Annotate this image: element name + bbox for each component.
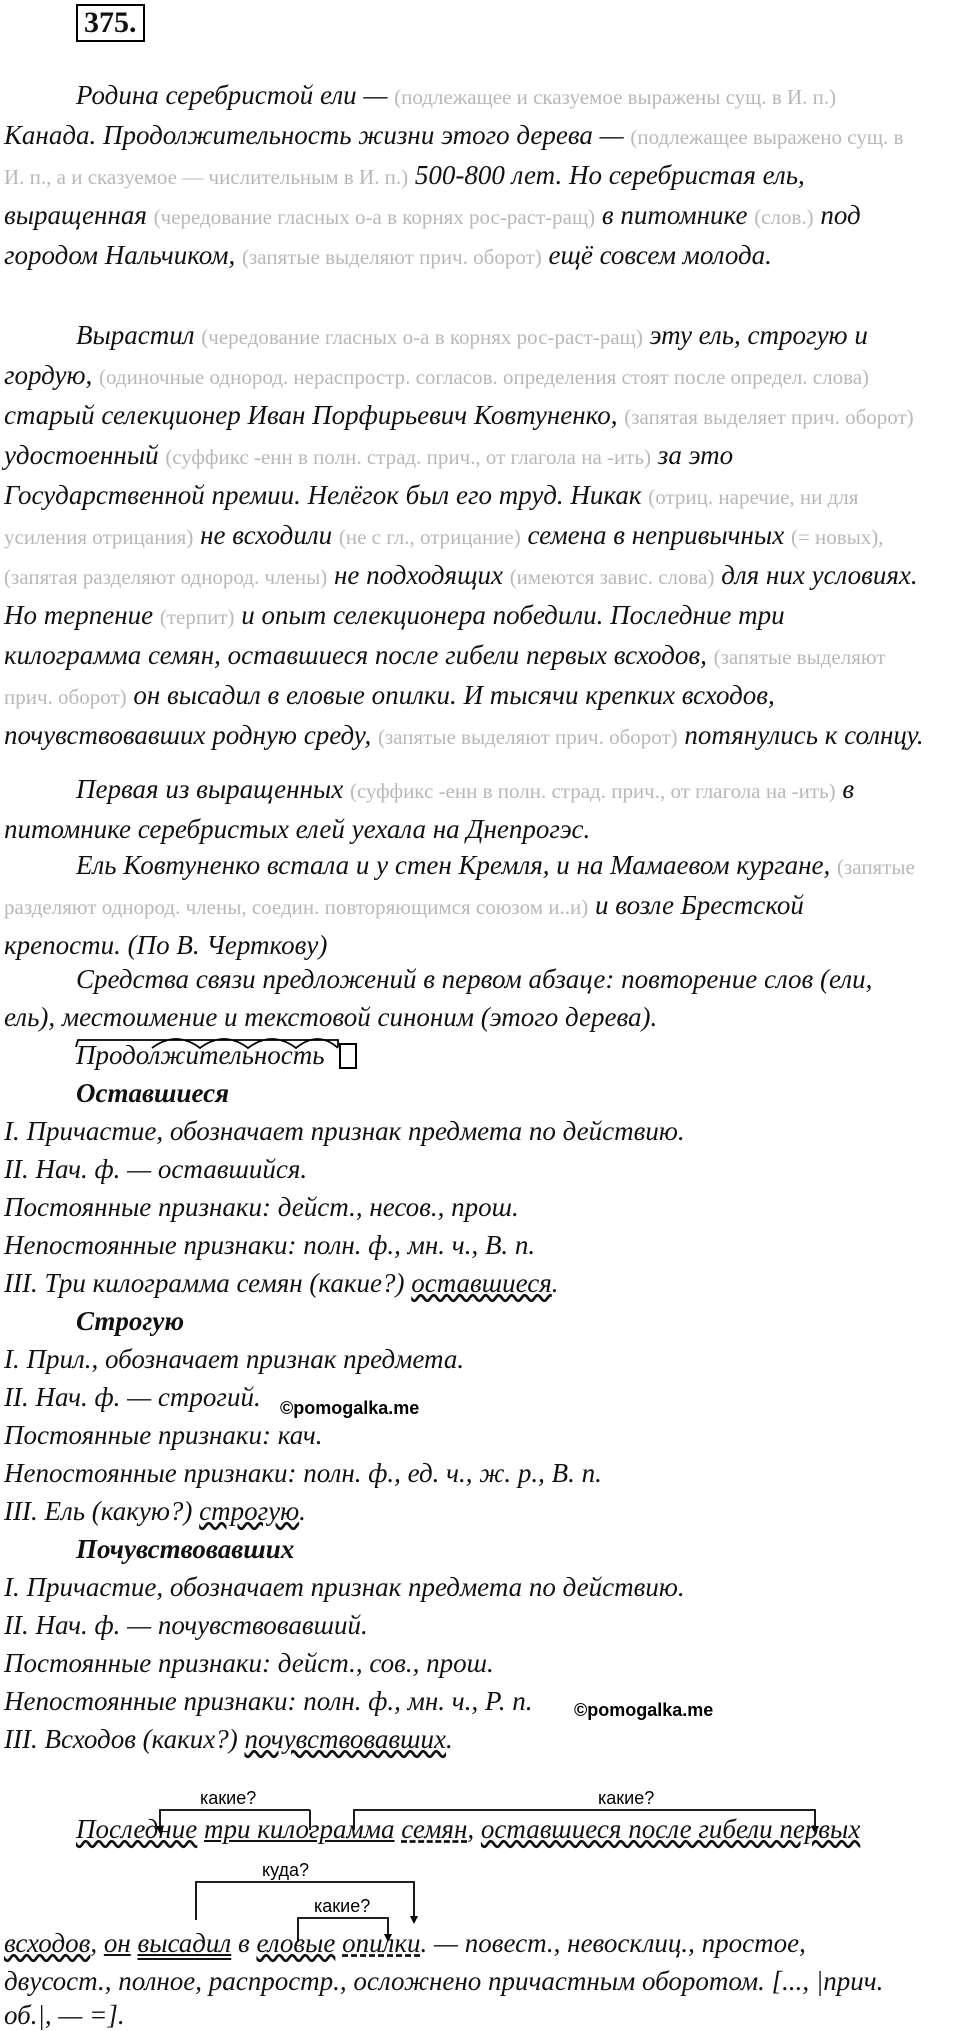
arrow-3 [196,1882,414,1920]
analysis-3-line-3: Постоянные признаки: дейст., сов., прош. [4,1648,494,1678]
p2-comment-2: (одиночные однород. нераспростр. согласов. определения стоят после определ. слова) [99,365,870,389]
p2-comment-3: (запятая выделяет прич. оборот) [624,405,914,429]
p2-text-b: эту ель, строгую и гордую, [4,320,868,390]
p2-text-f: за это Государственной премии. Нелёгок был его труд. Никак [4,440,734,510]
analysis-1-line-5: III. Три килограмма семян (какие?) оставшиеся. [4,1268,559,1298]
parse-predicate: высадил [137,1928,232,1958]
exercise-number: 375. [76,4,145,42]
p1-comment-5: (запятые выделяют прич. оборот) [242,245,542,269]
p1-comment-3: (чередование гласных о-а в корнях рос-раст-ращ) [153,205,596,229]
p1-text-b: Канада. Продолжительность жизни этого дерева — [4,120,624,150]
analysis-head-3: Почувствовавших [76,1534,295,1564]
parse-line-3: двусост., полное, распростр., осложнено причастным оборотом. [..., |прич. [4,1966,884,1996]
parse-word-6: всходов [4,1928,91,1958]
p1-text-d: 500-800 лет. Но серебристая ель, выращенная [4,160,805,230]
p2-text-m: потянулись к солнцу. [684,720,924,750]
p2-comment-9: (имеются завис. слова) [509,565,715,589]
analysis-2-line-2: II. Нач. ф. — строгий. [4,1382,261,1412]
analysis-2-line-5: III. Ель (какую?) строгую. [4,1496,306,1526]
p2-comment-5: (отриц. наречие, ни для усиления отрицания) [4,485,859,549]
p4-text-b: и возле Брестской крепости. (По В. Черткову) [4,890,804,960]
question-label-1: какие? [200,1788,257,1808]
analysis-2-line-1: I. Прил., обозначает признак предмета. [4,1344,465,1374]
parse-line-2: всходов, он высадил в еловые опилки. — повест., невосклиц., простое, [4,1928,806,1958]
p2-comment-12: (запятые выделяют прич. оборот) [377,725,678,749]
p2-comment-6: (не с гл., отрицание) [338,525,521,549]
p3-comment-1: (суффикс -енн в полн. страд. прич., от глагола на -ить) [349,779,836,803]
paragraph-5: Средства связи предложений в первом абзаце: повторение слов (ели, ель), местоимение и текстовой синоним (этого дерева). [4,964,873,1032]
p2-text-l: он высадил в еловые опилки. И тысячи крепких всходов, почувствовавших родную среду, [4,680,775,750]
analysis-head-2: Строгую [76,1306,185,1336]
p2-text-h: семена в непривычных [527,520,785,550]
parse-subject: он [103,1928,131,1958]
analysis-3-line-4: Непостоянные признаки: полн. ф., мн. ч., Р. п. [4,1686,533,1716]
p2-comment-8: (запятая разделяют однород. члены) [4,565,328,589]
analysis-3-line-2: II. Нач. ф. — почувствовавший. [4,1610,368,1640]
analysis-1-line-2: II. Нач. ф. — оставшийся. [4,1154,308,1184]
parse-word-3: семян [401,1814,468,1844]
wavy-word: оставшиеся [411,1268,552,1298]
wavy-word: почувствовавших [244,1724,446,1754]
p2-text-e: удостоенный [4,440,159,470]
analysis-3-line-5: III. Всходов (каких?) почувствовавших. [4,1724,453,1754]
analysis-1-line-1: I. Причастие, обозначает признак предмета по действию. [4,1116,685,1146]
analysis-1-line-3: Постоянные признаки: дейст., несов., прош. [4,1192,519,1222]
p2-comment-10: (терпит) [159,605,235,629]
p3-text-a: Первая из выращенных [76,774,344,804]
p2-text-d: старый селекционер Иван Порфирьевич Ковтуненко, [4,400,618,430]
wavy-word: строгую [199,1496,300,1526]
morpheme-word-text: Продолжительность [76,1040,325,1070]
p4-comment-1: (запятые разделяют однород. члены, соедин. повторяющимся союзом и..и) [4,855,915,919]
p4-text-a: Ель Ковтуненко встала и у стен Кремля, и на Мамаевом кургане, [76,850,831,880]
parse-word-5: оставшиеся после гибели первых [480,1814,861,1844]
p3-text-b: в питомнике серебристых елей уехала на Днепрогэс. [4,774,855,844]
p2-text-a: Вырастил [76,320,195,350]
p1-text-e: в питомнике [601,200,748,230]
parse-object: опилки [342,1928,421,1958]
parse-attribute: еловые [256,1928,336,1958]
parse-word-2: три килограмма [204,1814,395,1844]
p2-comment-11: (запятые выделяют прич. оборот) [4,645,886,709]
parse-line-1: Последние три килограмма семян, оставшиеся после гибели первых [76,1814,861,1844]
analysis-3-line-1: I. Причастие, обозначает признак предмета по действию. [4,1572,685,1602]
p1-text-g: ещё совсем молода. [548,240,772,270]
watermark-1: ©pomogalka.me [280,1398,420,1418]
p2-text-g: не всходили [200,520,333,550]
p2-text-k: и опыт селекционера победили. Последние три килограмма семян, оставшиеся после гибели первых всходов, [4,600,785,670]
p2-text-i: не подходящих [333,560,503,590]
p2-comment-4: (суффикс -енн в полн. страд. прич., от глагола на -ить) [165,445,652,469]
analysis-2-line-3: Постоянные признаки: кач. [4,1420,323,1450]
parse-line-4: об.|, — =]. [4,2000,125,2030]
question-label-2: какие? [598,1788,655,1808]
analysis-head-1: Оставшиеся [76,1078,230,1108]
p2-text-j: для них условиях. Но терпение [4,560,918,630]
p2-comment-7: (= новых), [790,525,884,549]
question-label-4: какие? [314,1896,371,1916]
p1-comment-4: (слов.) [754,205,814,229]
p1-text-a: Родина серебристой ели — [76,80,388,110]
p1-comment-1: (подлежащее и сказуемое выражены сущ. в И. п.) [394,85,837,109]
analysis-2-line-4: Непостоянные признаки: полн. ф., ед. ч., ж. р., В. п. [4,1458,602,1488]
arrow-3-head [410,1916,418,1924]
question-label-3: куда? [262,1860,310,1880]
p2-comment-1: (чередование гласных о-а в корнях рос-раст-ращ) [201,325,643,349]
parse-word-1: Последние [76,1814,198,1844]
p1-text-f: под городом Нальчиком, [4,200,861,270]
analysis-1-line-4: Непостоянные признаки: полн. ф., мн. ч., В. п. [4,1230,536,1260]
p1-comment-2: (подлежащее выражено сущ. в И. п., а и сказуемое — числительным в И. п.) [4,125,904,189]
watermark-2: ©pomogalka.me [574,1700,714,1720]
